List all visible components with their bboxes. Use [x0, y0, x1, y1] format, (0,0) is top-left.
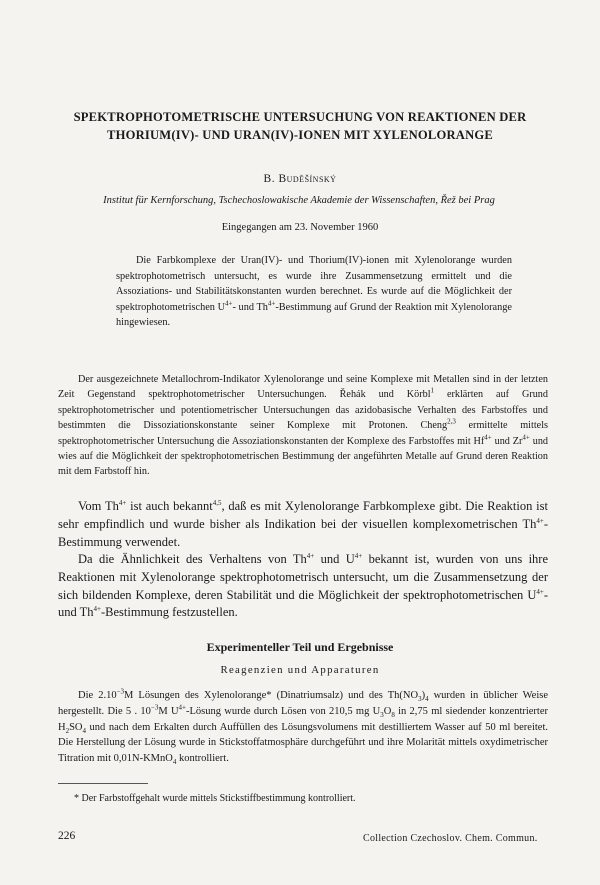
- article-title: SPEKTROPHOTOMETRISCHE UNTERSUCHUNG VON REAKTIONEN DER THORIUM(IV)- UND URAN(IV)-IONEN MIT XYLENOLORANGE: [73, 110, 527, 142]
- experimental-paragraph: Die $2.10^{-3}M$ Lösungen des Xylenolorange* (Dinatriumsalz) und des $Th(NO_3)_4$ wurden in üblicher Weise hergestellt. Die 5 . $10^{-3}M$ $U^{4+}$-Lösung wurde durch Lösen von 210,5 mg $U_3O_8$ in 2,75 ml siedender konzentrierter $H_2SO_4$ und nach dem Erkalten durch Auffüllen des Lösungsvolumens mit destilliertem Wasser auf 50 ml bereitet. Die Herstellung der Lösung wurde in Stickstoffatmosphäre durchgeführt und ihre Molarität mittels oxydimetrischer Titration mit 0,01N-KMnO$_4$ kontrolliert.: [58, 687, 549, 767]
- abstract-paragraph: Die Farbkomplexe der Uran(IV)- und Thorium(IV)-ionen mit Xylenolorange wurden spektrophotometrisch untersucht, es wurde ihre Zusammensetzung ermittelt und die Assoziations- und Stabilitätskonstanten wurden berechnet. Es wurde auf die Möglichkeit der spektrophotometrischen $U^{4+}-$ und $Th^{4+}$-Bestimmung auf Grund der Reaktion mit Xylenolorange hingewiesen.: [116, 255, 512, 329]
- footnote: * Der Farbstoffgehalt wurde mittels Stickstiffbestimmung kontrolliert.: [74, 793, 356, 804]
- page-number: 226: [58, 830, 76, 842]
- institution: Institut für Kernforschung, Tschechoslowakische Akademie der Wissenschaften, Řež bei Prag: [103, 195, 495, 206]
- paragraph-thorium: Vom $Th^{4+}$ ist auch bekannt$^{4,5}$, daß es mit Xylenolorange Farbkomplexe gibt. Die Reaktion ist sehr empfindlich und wurde bisher als Indikation bei der visuellen komplexometrischen $Th^{4+}$-Bestimmung verwendet.: [58, 498, 548, 549]
- received-date: Eingegangen am 23. November 1960: [221, 222, 379, 233]
- abstract: [116, 253, 512, 331]
- journal-name: Collection Czechoslov. Chem. Commun.: [363, 833, 538, 844]
- intro-paragraph: Der ausgezeichnete Metallochrom-Indikator Xylenolorange und seine Komplexe mit Metallen sind in der letzten Zeit Gegenstand spektrophotometrischer Untersuchungen. Řehák und Körbl$^1$ erklärten auf Grund spektrophotometrischer und potentiometrischer Untersuchungen das azidobasische Verhalten des Farbstoffes und bestimmten die Dissoziationskonstante seiner Komplexe mit Protonen. Cheng$^{2,3}$ ermittelte mittels spektrophotometrischer Untersuchung die Assoziationskonstanten der Komplexe des Farbstoffes mit $Hf^{4+}$ und $Zr^{4+}$ und wies auf die Möglichkeit der spektrophotometrischen Bestimmung der angeführten Metalle auf Grund deren Reaktion mit dem Farbstoff hin.: [58, 374, 549, 478]
- paragraph-uranium: Da die Ähnlichkeit des Verhaltens von $Th^{4+}$ und $U^{4+}$ bekannt ist, wurden von uns ihre Reaktionen mit Xylenolorange spektrophotometrisch untersucht, um die Zusammensetzung der sich bildenden Komplexe, deren Stabilität und die Möglichkeit der spektrophotometrischen $U^{4+}-$ und $Th^{4+}$-Bestimmung festzustellen.: [58, 551, 549, 620]
- author: B. Budĕšínský: [263, 173, 337, 185]
- section-heading: Experimenteller Teil und Ergebnisse: [206, 640, 394, 654]
- footnote-divider: [58, 783, 148, 784]
- subsection-heading: Reagenzien und Apparaturen: [220, 664, 380, 676]
